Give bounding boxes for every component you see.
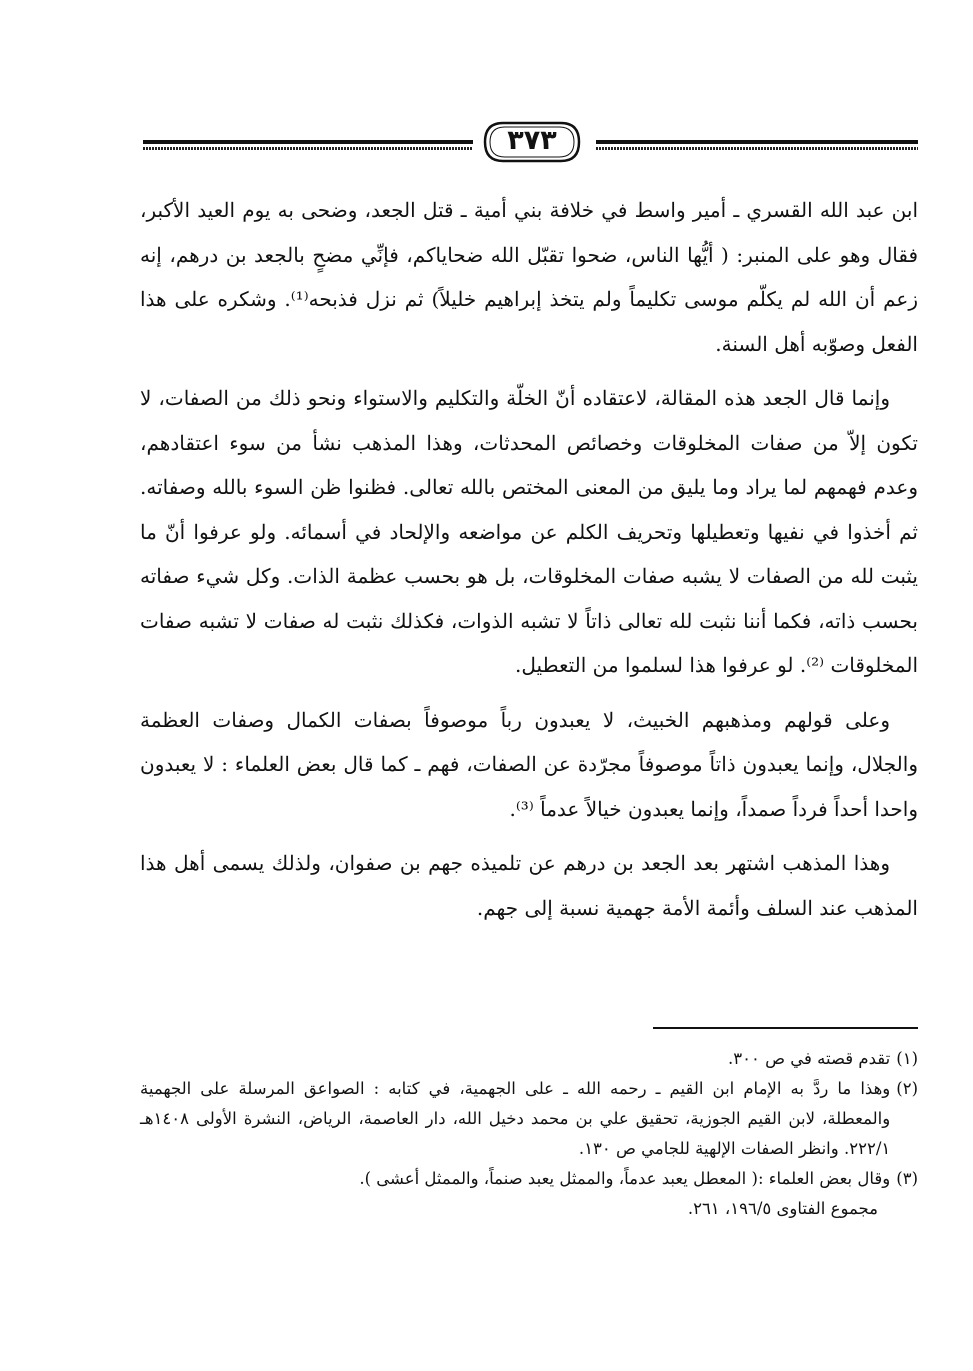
header-rule-right [596, 138, 918, 152]
footnote-1 [140, 1044, 918, 1074]
footnote-3-continuation: مجموع الفتاوى ١٩٦/٥، ٢٦١. [687, 1199, 878, 1218]
footnote-3 [140, 1164, 918, 1194]
main-text [140, 188, 918, 940]
footnote-2 [140, 1074, 918, 1164]
footnotes [140, 1044, 918, 1224]
page-number: ٣٧٣ [507, 125, 557, 156]
paragraph: وعلى قولهم ومذهبهم الخبيث، لا يعبدون رباً موصوفاً بصفات الكمال وصفات العظمة والجلال، وإنما يعبدون ذاتاً موصوفاً مجرّدة عن الصفات، فهم ـ كما قال بعض العلماء : لا يعبدون واحدا أحداً فرداً صمداً، وإنما يعبدون خيالاً عدماً ⁽³⁾. [140, 707, 918, 821]
paragraph: وهذا المذهب اشتهر بعد الجعد بن درهم عن تلميذه جهم بن صفوان، ولذلك يسمى أهل هذا المذهب عند السلف وأئمة الأمة جهمية نسبة إلى جهم. [140, 851, 918, 920]
footnote-mark: (٣) [896, 1169, 918, 1188]
footnote-mark: (٢) [896, 1079, 918, 1098]
paragraph: ابن عبد الله القسري ـ أمير واسط في خلافة بني أمية ـ قتل الجعد، وضحى به يوم العيد الأكبر، فقال وهو على المنبر: ( أيُّها الناس، ضحوا تقبّل الله ضحاياكم، فإنِّي مضحٍ بالجعد بن درهم، إنه زعم أن الله لم يكلّم موسى تكليماً ولم يتخذ إبراهيم خليلاً) ثم نزل فذبحه⁽¹⁾. وشكره على هذا الفعل وصوّبه أهل السنة. [140, 198, 918, 356]
page-number-badge [481, 120, 583, 164]
footnote-text: وقال بعض العلماء :( المعطل يعبد عدماً، والممثل يعبد صنماً، والممثل أعشى ). [359, 1169, 891, 1188]
header-rule-left [143, 138, 473, 152]
footnote-separator [653, 1027, 918, 1029]
page-header [143, 120, 918, 168]
footnote-text: تقدم قصته في ص ٣٠٠. [728, 1049, 891, 1068]
footnote-text: وهذا ما ردَّ به الإمام ابن القيم ـ رحمه الله ـ على الجهمية، في كتابه : الصواعق المرسلة على الجهمية والمعطلة، لابن القيم الجوزية، تحقيق علي بن محمد دخيل الله، دار العاصمة، الرياض، النشرة الأولى ١٤٠٨هـ ٢٢٢/١. وانظر الصفات الإلهية للجامي ص ١٣٠. [140, 1079, 891, 1158]
paragraph: وإنما قال الجعد هذه المقالة، لاعتقاده أنّ الخلّة والتكليم والاستواء ونحو ذلك من الصفات، لا تكون إلاّ من صفات المخلوقات وخصائص المحدثات، وهذا المذهب نشأ من سوء اعتقادهم، وعدم فهمهم لما يراد وما يليق من المعنى المختص بالله تعالى. فظنوا ظن السوء بالله وصفاته. ثم أخذوا في نفيها وتعطيلها وتحريف الكلم عن مواضعه والإلحاد في أسمائه. ولو عرفوا أنّ ما يثبت لله من الصفات لا يشبه صفات المخلوقات، بل هو بحسب عظمة الذات. وكل شيء صفاته بحسب ذاته، فكما أننا نثبت لله تعالى ذاتاً لا تشبه الذوات، فكذلك نثبت له صفات لا تشبه صفات المخلوقات ⁽²⁾. لو عرفوا هذا لسلموا من التعطيل. [140, 386, 919, 677]
footnote-mark: (١) [896, 1049, 918, 1068]
